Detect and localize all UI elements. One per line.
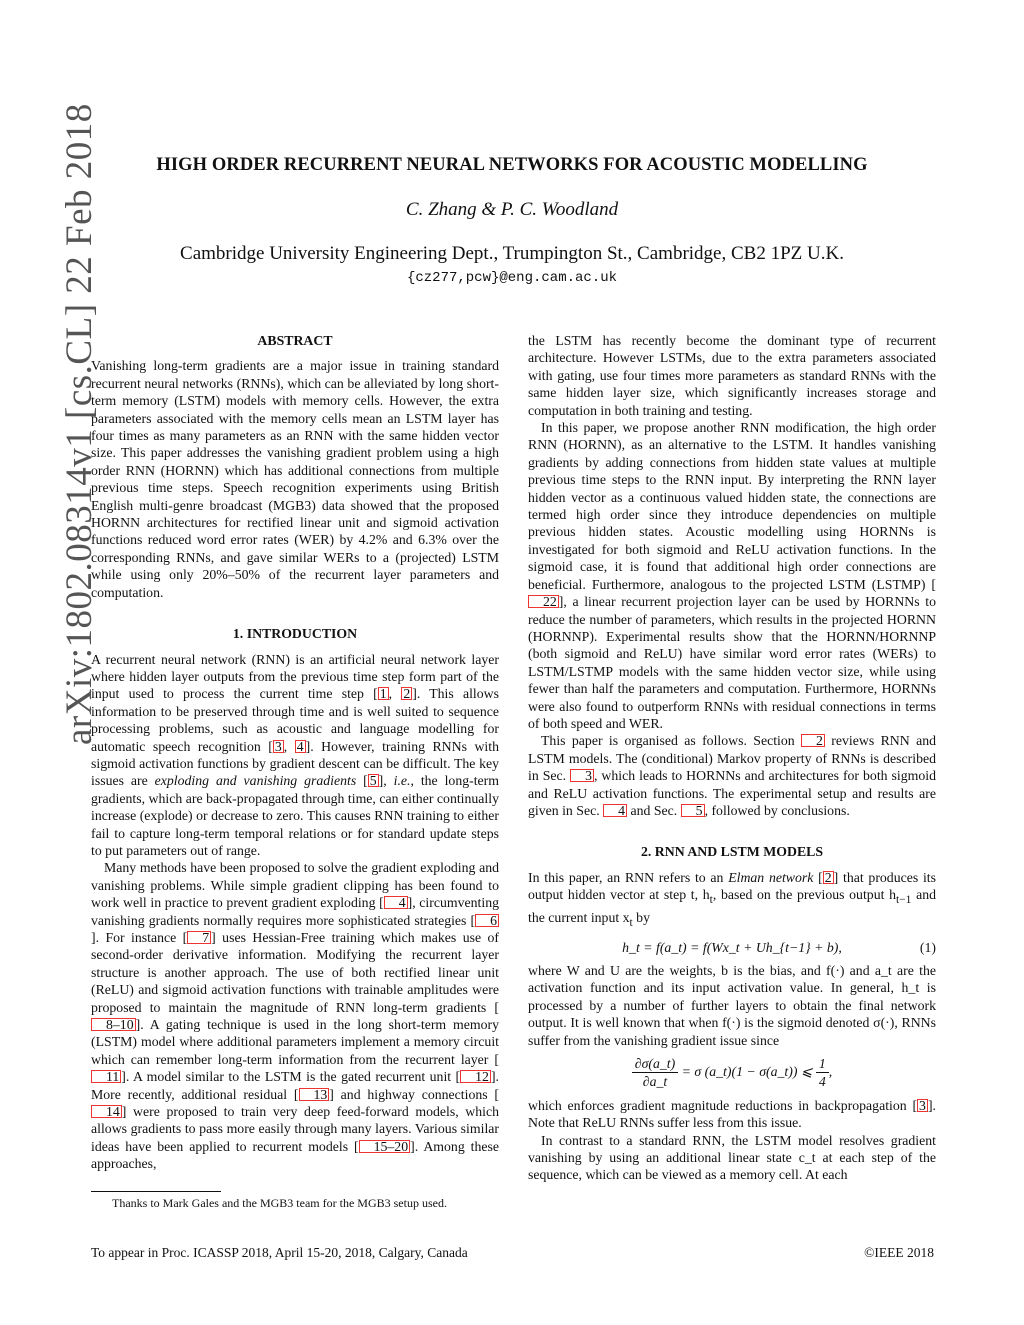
citation-link[interactable]: 13 xyxy=(299,1088,330,1101)
section-link[interactable]: 3 xyxy=(570,769,594,782)
intro-paragraph-2: Many methods have been proposed to solve the gradient exploding and vanishing problems. While simple gradient clipping has been found to work well in practice to prevent gradient exploding [ 4 ], circumventing vanishing gradients normally requires more sophisticated strategies [ 6]. For instance [ 7 ] uses Hessian-Free training which makes use of second-order derivative information. Modifying the recurrent layer structure is another approach. The use of both rectified linear unit (ReLU) and sigmoid activation functions with trainable amplitudes were proposed to maintain the magnitude of RNN long-term gradients [8–10 ]. A gating technique is used in the long short-term memory (LSTM) model where additional parameters implement a memory circuit which can remember long-term information from the recurrent layer [11 ]. A model similar to the LSTM is the gated recurrent unit [ 12 ]. More recently, additional residual [ 13 ] and highway connections [14 ] were proposed to train very deep feed-forward models, which allows gradients to pass more easily through many layers. Various similar ideas have been applied to recurrent models [ 15–20 ]. Among these approaches, xyxy=(91,860,500,1172)
right-column xyxy=(528,332,936,1184)
citation-link[interactable]: 7 xyxy=(187,931,211,944)
authors: C. Zhang & P. C. Woodland xyxy=(405,199,619,220)
section-link[interactable]: 2 xyxy=(801,734,825,747)
email[interactable]: {cz277,pcw}@eng.cam.ac.uk xyxy=(406,270,618,286)
footnote-rule xyxy=(91,1191,221,1192)
citation-link[interactable]: 22 xyxy=(528,595,559,608)
section2-paragraph-3: which enforces gradient magnitude reductions in backpropagation [ 3 ]. Note that ReLU RNNs suffer less from this issue. xyxy=(528,1097,936,1131)
citation-link[interactable]: 4 xyxy=(384,896,408,909)
citation-link[interactable]: 3 xyxy=(274,738,282,754)
citation-link[interactable]: 14 xyxy=(91,1105,122,1118)
intro-paragraph-4: In this paper, we propose another RNN modification, the high order RNN (HORNN), as an alternative to the LSTM. It handles vanishing gradients by adding connections from hidden state values at multiple previous time steps to the RNN input. By interpreting the RNN layer hidden vector as a continuous valued hidden state, the connections are termed high order since they introduce dependencies on multiple previous hidden states. Acoustic modelling using HORNNs is investigated for both sigmoid and ReLU activation functions. In the sigmoid case, it is found that additional high order connections are beneficial. Furthermore, analogous to the projected LSTM (LSTMP) [22 ], a linear recurrent projection layer can be used by HORNNs to reduce the number of parameters, which results in the projected HORNN (HORNNP). Experimental results show that the HORNN/HORNNP (both sigmoid and ReLU) have similar word error rates (WERs) to LSTM/LSTMP models with the same hidden vector size, while using fewer than half the parameters and computation. Furthermore, HORNNs were also found to outperform RNNs with residual connections in terms of both speed and WER. xyxy=(528,420,936,731)
derivative-fraction: $\frac{\partial\sigma(a\_t)}{\partial a\_t}$ xyxy=(632,1055,678,1091)
footer-copyright: ©IEEE 2018 xyxy=(864,1245,934,1260)
citation-link[interactable]: 2 xyxy=(824,869,832,885)
paper-title: HIGH ORDER RECURRENT NEURAL NETWORKS FOR ACOUSTIC MODELLING xyxy=(156,155,868,175)
equation-2: $\frac{\partial\sigma(a\_t)}{\partial a\_t}$ = σ (a_t)(1 − σ(a_t)) ⩽ $\frac{1}{4}$ , xyxy=(528,1055,936,1091)
intro-paragraph-1: A recurrent neural network (RNN) is an artificial neural network layer where hidden layer outputs from the previous time step form part of the input used to process the current time step [ 1 , 2 ]. This allows information to be preserved through time and is well suited to sequence processing problems, such as acoustic and language modelling for automatic speech recognition [ 3 , 4 ]. However, training RNNs with sigmoid activation functions by gradient descent can be difficult. The key issues are exploding and vanishing gradients [ 5 ], i.e., the long-term gradients, which are back-propagated through time, can either continually increase (explode) or decrease to zero. This causes RNN training to either fail to capture long-term temporal relations or for standard update steps to put parameters out of range. xyxy=(91,651,499,858)
abstract-heading: ABSTRACT xyxy=(257,333,333,348)
section-link[interactable]: 5 xyxy=(681,804,705,817)
intro-paragraph-3: the LSTM has recently become the dominant type of recurrent architecture. However LSTMs, due to the extra parameters associated with gating, use four times more parameters as standard RNNs with the same hidden layer size, which significantly increases storage and computation in both training and testing. xyxy=(528,333,936,418)
intro-heading: 1. INTRODUCTION xyxy=(232,626,358,642)
citation-link[interactable]: 15–20 xyxy=(359,1140,411,1153)
equation-1: h_t = f(a_t) = f(Wx_t + Uh_{t−1} + b), (1) xyxy=(622,939,936,955)
equation-number: (1) xyxy=(919,939,936,955)
footnote: Thanks to Mark Gales and the MGB3 team for the MGB3 setup used. xyxy=(112,1196,447,1210)
citation-link[interactable]: 12 xyxy=(460,1070,491,1083)
intro-paragraph-5: This paper is organised as follows. Section 2 reviews RNN and LSTM models. The (conditional) Markov property of RNNs is described in Sec. 3 , which leads to HORNNs and architectures for both sigmoid and ReLU activation functions. The experimental setup and results are given in Sec. 4 and Sec. 5 , followed by conclusions. xyxy=(528,733,936,818)
citation-link[interactable]: 6 xyxy=(475,914,499,927)
section2-paragraph-4: In contrast to a standard RNN, the LSTM model resolves gradient vanishing by using an additional linear state c_t at each step of the sequence, which can be viewed as a memory cell. At each xyxy=(528,1132,936,1183)
citation-link[interactable]: 8–10 xyxy=(91,1018,136,1031)
section2-paragraph-2: where W and U are the weights, b is the bias, and f(·) and a_t are the activation function and its input activation value. In general, h_t is processed by a number of further layers to obtain the final network output. It is well known that when f(·) is the sigmoid denoted σ(·), RNNs suffer from the vanishing gradient issue since xyxy=(528,962,936,1048)
citation-link[interactable]: 4 xyxy=(296,738,304,754)
affiliation: Cambridge University Engineering Dept., Trumpington St., Cambridge, CB2 1PZ U.K. xyxy=(180,243,844,264)
citation-link[interactable]: 2 xyxy=(403,686,411,702)
left-column xyxy=(91,332,499,1173)
section-link[interactable]: 4 xyxy=(603,804,627,817)
section2-heading: 2. RNN AND LSTM MODELS xyxy=(640,844,824,860)
citation-link[interactable]: 3 xyxy=(919,1097,926,1113)
section2-paragraph-1: In this paper, an RNN refers to an Elman network [ 2 ] that produces its output hidden vector at step t, $h_t$, based on the previous output $h_{t-1}$ and the current input $x_t$ by xyxy=(528,869,937,930)
footer-venue: To appear in Proc. ICASSP 2018, April 15-20, 2018, Calgary, Canada xyxy=(91,1245,468,1260)
arxiv-identifier: arXiv:1802.08314v1 [cs.CL] 22 Feb 2018 xyxy=(59,103,100,745)
citation-link[interactable]: 11 xyxy=(91,1070,121,1083)
citation-link[interactable]: 5 xyxy=(369,773,377,789)
abstract-text: Vanishing long-term gradients are a major issue in training standard recurrent neural networks (RNNs), which can be alleviated by long short-term memory (LSTM) models with memory cells. However, the extra parameters associated with the memory cells mean an LSTM layer has four times as many parameters as an RNN with the same hidden vector size. This paper addresses the vanishing gradient problem using a high order RNN (HORNN) which has additional connections from multiple previous time steps. Speech recognition experiments using British English multi-genre broadcast (MGB3) data showed that the proposed HORNN architectures for rectified linear unit and sigmoid activation functions reduced word error rates (WER) by 4.2% and 6.3% over the corresponding RNNs, and gave similar WERs to a (projected) LSTM while using only 20%–50% of the recurrent layer parameters and computation. xyxy=(91,358,499,600)
bound-fraction: $\frac{1}{4}$ xyxy=(816,1055,829,1091)
citation-link[interactable]: 1 xyxy=(379,686,387,702)
